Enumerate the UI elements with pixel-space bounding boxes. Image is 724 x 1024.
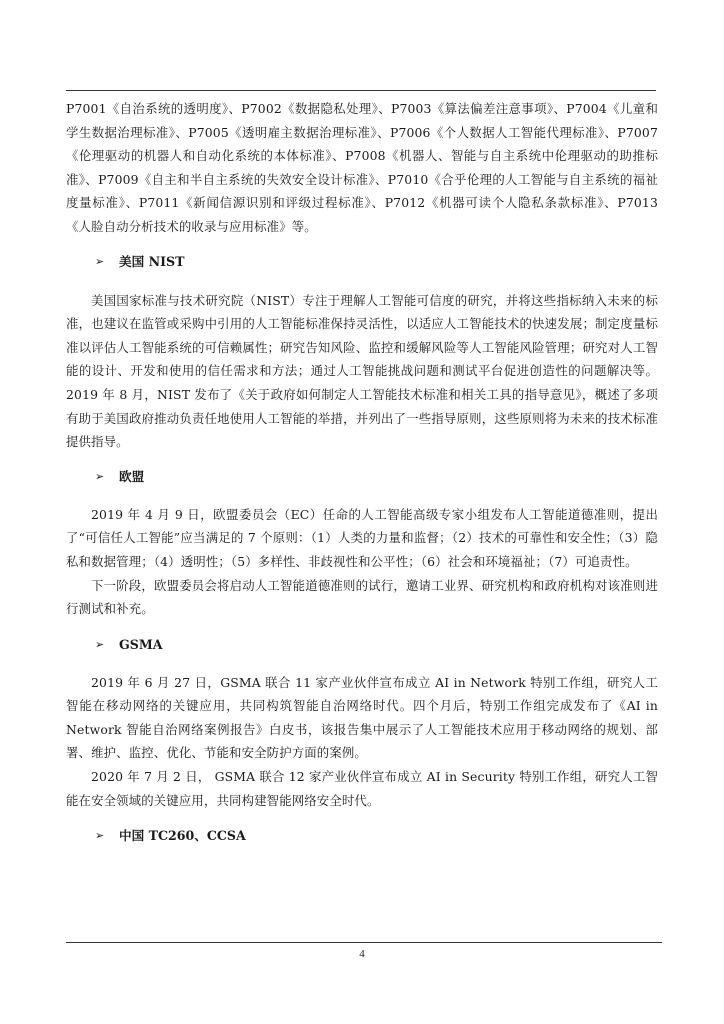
section-title: 美国 NIST: [119, 253, 185, 269]
gsma-paragraph-2: 2020 年 7 月 2 日， GSMA 联合 12 家产业伙伴宣布成立 AI in Security 特别工作组，研究人工智能在安全领域的关键应用，共同构建智能网络安全时代。: [66, 769, 658, 808]
nist-paragraph: 美国国家标准与技术研究院（NIST）专注于理解人工智能可信度的研究，并将这些指标纳入未来的标准，也建议在监管或采购中引用的人工智能标准保持灵活性，以适应人工智能技术的快速发展；制定度量标准以评估人工智能系统的可信赖属性；研究告知风险、监控和缓解风险等人工智能风险管理；研究对人工智能的设计、开发和使用的信任需求和方法；通过人工智能挑战问题和测试平台促进创造性的问题解决等。2019 年 8 月，NIST 发布了《关于政府如何制定人工智能技术标准和相关工具的指导意见》，概述了多项有助于美国政府推动负责任地使用人工智能的举措，并列出了一些指导原则，这些原则将为未来的技术标准提供指导。: [66, 292, 658, 450]
header-rule: [66, 90, 656, 91]
page-body: [66, 97, 658, 848]
section-heading-nist: [66, 250, 658, 274]
section-heading-china: [66, 824, 658, 848]
arrow-bullet-icon: ➢: [95, 254, 105, 268]
section-heading-gsma: [66, 633, 658, 657]
section-title: 欧盟: [119, 468, 145, 484]
section-heading-eu: [66, 465, 658, 489]
gsma-paragraph-1: 2019 年 6 月 27 日，GSMA 联合 11 家产业伙伴宣布成立 AI in Network 特别工作组，研究人工智能在移动网络的关键应用，共同构筑智能自治网络时代。四个月后，特别工作组完成发布了《AI in Network 智能自治网络案例报告》白皮书，该报告集中展示了人工智能技术应用于移动网络的规划、部署、维护、监控、优化、节能和安全防护方面的案例。: [66, 674, 658, 761]
eu-paragraph-2: 下一阶段，欧盟委员会将启动人工智能道德准则的试行，邀请工业界、研究机构和政府机构对该准则进行测试和补充。: [66, 577, 658, 617]
eu-paragraph-1: 2019 年 4 月 9 日，欧盟委员会（EC）任命的人工智能高级专家小组发布人工智能道德准则，提出了“可信任人工智能”应当满足的 7 个原则：（1）人类的力量和监督；（2）技术的可靠性和安全性；（3）隐私和数据管理；（4）透明性；（5）多样性、非歧视性和公平性；（6）社会和环境福祉；（7）可追责性。: [66, 506, 658, 569]
footer-rule: [66, 942, 662, 943]
arrow-bullet-icon: ➢: [95, 829, 105, 843]
arrow-bullet-icon: ➢: [95, 637, 105, 651]
page-number: 4: [359, 948, 365, 960]
arrow-bullet-icon: ➢: [95, 469, 105, 483]
intro-paragraph: P7001《自治系统的透明度》、P7002《数据隐私处理》、P7003《算法偏差注意事项》、P7004《儿童和学生数据治理标准》、P7005《透明雇主数据治理标准》、P7006《个人数据人工智能代理标准》、P7007《伦理驱动的机器人和自动化系统的本体标准》、P7008《机器人、智能与自主系统中伦理驱动的助推标准》、P7009《自主和半自主系统的失效安全设计标准》、P7010《合乎伦理的人工智能与自主系统的福祉度量标准》、P7011《新闻信源识别和评级过程标准》、P7012《机器可读个人隐私条款标准》、P7013《人脸自动分析技术的收录与应用标准》等。: [66, 101, 658, 234]
section-title: 中国 TC260、CCSA: [119, 828, 246, 844]
section-title: GSMA: [119, 636, 163, 652]
